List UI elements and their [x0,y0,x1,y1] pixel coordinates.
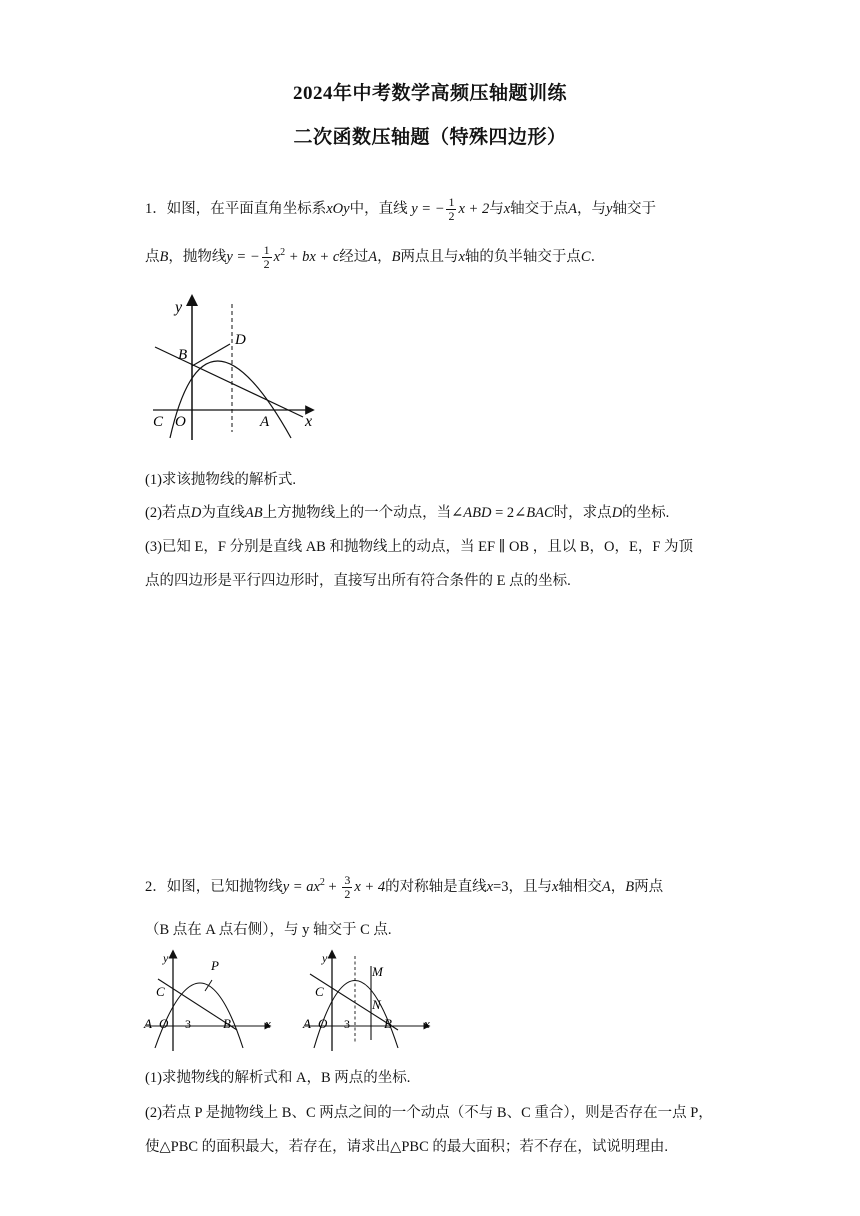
problem-1-line-1 [145,196,656,223]
math: BAC [526,505,554,521]
math: + [324,878,341,895]
point-label-c: C [156,984,165,999]
text: ， [610,878,626,895]
math: x [273,248,281,265]
point-label-c: C [315,984,324,999]
text: ． [590,248,606,265]
axis-label-x: x [424,1016,430,1031]
math: y [606,200,613,217]
problem-2-line-2: （B 点在 A 点右侧），与 y 轴交于 C 点. [145,922,392,938]
text: 时，求点 [553,505,612,521]
parabola-curve [314,981,398,1049]
point-label-o: O [159,1016,169,1031]
text: 1．如图，在平面直角坐标系 [145,200,327,217]
fraction [262,244,272,271]
document-subtitle: 二次函数压轴题（特殊四边形） [293,127,567,148]
math: A [368,248,378,265]
text: ，抛物线 [168,248,227,265]
text: ， [377,248,392,265]
problem-2-question-1: (1)求抛物线的解析式和 A，B 两点的坐标. [145,1070,411,1086]
text: 的坐标. [622,505,670,521]
math: B [391,248,401,265]
math: B [159,248,169,265]
tick-label-3: 3 [185,1017,191,1031]
math: x [458,248,465,265]
fraction-denominator: 2 [448,209,455,223]
problem-1-question-3-line-2: 点的四边形是平行四边形时，直接写出所有符合条件的 E 点的坐标. [145,573,571,589]
math: C [580,248,591,265]
point-label-b: B [384,1016,392,1031]
point-label-p: P [211,958,219,973]
figure-1 [145,292,325,442]
problem-2-line-1 [145,874,663,901]
math: x [503,200,511,217]
point-label-a: A [303,1016,311,1031]
text: 上方抛物线上的一个动点，当∠ [262,505,464,521]
text: 经过 [339,248,369,265]
axis-label-x: x [305,413,313,430]
point-label-b: B [178,347,188,363]
text: (2)若点 [145,505,191,521]
point-label-o: O [318,1016,328,1031]
point-label-m: M [372,964,383,979]
point-label-a: A [260,414,270,430]
fraction-numerator: 3 [344,873,351,887]
text: 与 [489,200,504,217]
math: ABD [463,505,492,521]
superscript: 2 [319,877,325,888]
axis-label-y: y [175,299,183,316]
axis-label-y: y [163,951,169,965]
document-title: 2024年中考数学高频压轴题训练 [292,83,567,104]
text: 两点且与 [400,248,459,265]
math: B [625,878,635,895]
fraction-numerator: 1 [448,195,455,209]
problem-2-question-2-line-1: (2)若点 P 是抛物线上 B、C 两点之间的一个动点（不与 B、C 重合），则是否存在一点 P， [145,1105,713,1121]
math: + bx + c [285,248,340,265]
segment-bd [192,344,230,366]
text: 轴交于 [612,200,656,217]
math: D [190,505,202,521]
text: 点 [145,248,160,265]
axis-label-y: y [322,951,328,965]
math: y = − [411,200,445,217]
problem-2-question-2-line-2: 使△PBC 的面积最大，若存在，请求出△PBC 的最大面积；若不存在，试说明理由. [145,1139,668,1155]
text: 轴相交 [558,878,602,895]
text: 的对称轴是直线 [385,878,487,895]
math: A [568,200,578,217]
math: A [601,878,611,895]
math: x [486,878,494,895]
fraction-denominator: 2 [344,887,351,901]
math: x [551,878,559,895]
text: 2．如图，已知抛物线 [145,878,283,895]
math: D [611,505,623,521]
text: 轴交于点 [510,200,569,217]
fraction-denominator: 2 [263,257,270,271]
point-label-d: D [235,332,246,348]
text: xOy [326,200,350,217]
point-label-o: O [175,414,186,430]
parabola-curve [170,361,291,438]
text: 中，直线 [349,200,408,217]
problem-1-line-2 [145,244,605,271]
math: x + 4 [354,878,386,895]
text: =3，且与 [493,878,552,895]
math: x + 2 [458,200,490,217]
math: AB [244,505,263,521]
figure-2 [143,948,278,1053]
problem-1-question-1: (1)求该抛物线的解析式. [145,472,297,488]
point-label-a: A [144,1016,152,1031]
fraction [342,874,352,901]
problem-1-question-2 [145,501,669,522]
tick-label-3: 3 [344,1017,350,1031]
problem-1-question-3-line-1: (3)已知 E，F 分别是直线 AB 和抛物线上的动点，当 EF ∥ OB ，且以 B，O，E，F 为顶 [145,539,694,555]
point-label-n: N [372,997,381,1012]
text: 为直线 [201,505,245,521]
math: y = − [226,248,260,265]
fraction-numerator: 1 [263,243,270,257]
math: y = ax [282,878,320,895]
text: 两点 [634,878,664,895]
math: = 2∠ [491,505,527,521]
text: 轴的负半轴交于点 [464,248,581,265]
point-p-marker [205,980,212,991]
point-label-c: C [153,414,164,430]
figure-3 [302,948,437,1053]
point-label-b: B [223,1016,231,1031]
superscript: 2 [280,247,286,258]
axis-label-x: x [265,1016,271,1031]
fraction [446,196,456,223]
text: ，与 [577,200,607,217]
